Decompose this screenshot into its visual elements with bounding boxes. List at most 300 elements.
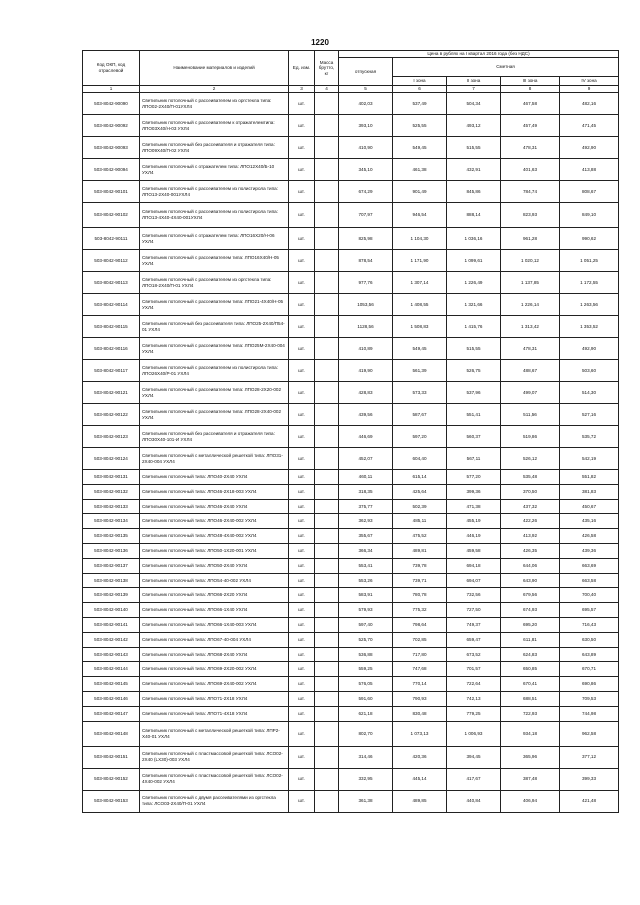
row-unit: шт. xyxy=(289,558,315,573)
row-zone-2-price: 493,12 xyxy=(447,115,501,137)
row-zone-4-price: 663,69 xyxy=(560,558,619,573)
row-name: Светильник потолочный типа: ЛПО46-2Х18-003 УХЛ4 xyxy=(140,484,289,499)
row-code: 503-8042-90152 xyxy=(83,768,140,790)
header-release-price: отпускная xyxy=(339,57,393,85)
row-release-price: 410,89 xyxy=(339,338,393,360)
row-mass xyxy=(315,746,339,768)
row-unit: шт. xyxy=(289,790,315,812)
column-number: 9 xyxy=(560,86,619,93)
row-name: Светильник потолочный с пластмассовой решеткой типа: ЛСО02-4Х40-002 УХЛ4 xyxy=(140,768,289,790)
row-zone-4-price: 377,12 xyxy=(560,746,619,768)
row-zone-3-price: 488,67 xyxy=(501,360,560,382)
row-zone-2-price: 455,19 xyxy=(447,514,501,529)
header-zone-1: I зона xyxy=(393,77,447,86)
row-mass xyxy=(315,470,339,485)
row-zone-2-price: 732,56 xyxy=(447,588,501,603)
row-zone-3-price: 961,28 xyxy=(501,228,560,250)
row-zone-3-price: 478,31 xyxy=(501,137,560,159)
row-release-price: 579,93 xyxy=(339,603,393,618)
row-zone-1-price: 1 073,13 xyxy=(393,721,447,746)
row-zone-3-price: 644,06 xyxy=(501,558,560,573)
row-zone-1-price: 615,14 xyxy=(393,470,447,485)
row-release-price: 428,83 xyxy=(339,382,393,404)
row-mass xyxy=(315,159,339,181)
row-mass xyxy=(315,404,339,426)
row-code: 503-8042-90137 xyxy=(83,558,140,573)
row-release-price: 559,25 xyxy=(339,662,393,677)
row-zone-2-price: 1 226,49 xyxy=(447,272,501,294)
row-zone-3-price: 674,93 xyxy=(501,603,560,618)
row-zone-4-price: 690,86 xyxy=(560,677,619,692)
header-mass: Масса брутто, кг xyxy=(315,51,339,86)
row-name: Светильник потолочный с металлической решеткой типа: ЛПР2-Х40-01 УХЛ4 xyxy=(140,721,289,746)
row-mass xyxy=(315,93,339,115)
row-mass xyxy=(315,768,339,790)
header-code: Код ОКП, код отраслевой xyxy=(83,51,140,86)
row-unit: шт. xyxy=(289,721,315,746)
row-zone-2-price: 537,96 xyxy=(447,382,501,404)
row-mass xyxy=(315,338,339,360)
row-code: 503-8042-90135 xyxy=(83,529,140,544)
row-release-price: 361,38 xyxy=(339,790,393,812)
row-name: Светильник потолочный типа: ЛПО71-2Х18 УХЛ4 xyxy=(140,691,289,706)
row-zone-2-price: 1 415,76 xyxy=(447,316,501,338)
table-row xyxy=(83,647,619,662)
row-mass xyxy=(315,382,339,404)
table-row xyxy=(83,662,619,677)
row-release-price: 597,40 xyxy=(339,617,393,632)
row-zone-1-price: 790,93 xyxy=(393,691,447,706)
table-row xyxy=(83,181,619,203)
row-mass xyxy=(315,790,339,812)
row-zone-2-price: 1 321,66 xyxy=(447,294,501,316)
row-name: Светильник потолочный с пластмассовой решеткой типа: ЛСО02-2Х40 (LХ30)-003 УХЛ4 xyxy=(140,746,289,768)
column-number-row xyxy=(83,86,619,93)
row-zone-2-price: 1 036,16 xyxy=(447,228,501,250)
row-zone-3-price: 478,31 xyxy=(501,338,560,360)
row-zone-3-price: 1 313,42 xyxy=(501,316,560,338)
table-row xyxy=(83,382,619,404)
row-code: 503-8042-90138 xyxy=(83,573,140,588)
row-mass xyxy=(315,181,339,203)
row-name: Светильник потолочный типа: ЛПО66-2Х20 УХЛ4 xyxy=(140,588,289,603)
row-unit: шт. xyxy=(289,470,315,485)
row-zone-1-price: 717,80 xyxy=(393,647,447,662)
row-zone-4-price: 482,16 xyxy=(560,93,619,115)
row-zone-1-price: 597,20 xyxy=(393,426,447,448)
row-zone-4-price: 514,30 xyxy=(560,382,619,404)
row-zone-3-price: 406,94 xyxy=(501,790,560,812)
row-release-price: 553,41 xyxy=(339,558,393,573)
table-row xyxy=(83,499,619,514)
row-zone-1-price: 747,68 xyxy=(393,662,447,677)
row-zone-2-price: 515,55 xyxy=(447,137,501,159)
row-zone-4-price: 990,62 xyxy=(560,228,619,250)
row-unit: шт. xyxy=(289,746,315,768)
row-zone-3-price: 670,41 xyxy=(501,677,560,692)
column-number: 2 xyxy=(140,86,289,93)
row-zone-3-price: 365,96 xyxy=(501,746,560,768)
row-release-price: 583,91 xyxy=(339,588,393,603)
row-zone-2-price: 673,52 xyxy=(447,647,501,662)
row-zone-3-price: 643,90 xyxy=(501,573,560,588)
table-row xyxy=(83,706,619,721)
row-zone-4-price: 849,10 xyxy=(560,203,619,228)
row-unit: шт. xyxy=(289,677,315,692)
row-zone-4-price: 716,43 xyxy=(560,617,619,632)
row-zone-2-price: 515,55 xyxy=(447,338,501,360)
table-row xyxy=(83,790,619,812)
row-code: 503-8042-90115 xyxy=(83,316,140,338)
table-row xyxy=(83,272,619,294)
table-row xyxy=(83,115,619,137)
row-release-price: 332,95 xyxy=(339,768,393,790)
row-zone-4-price: 551,82 xyxy=(560,470,619,485)
row-code: 503-8042-90123 xyxy=(83,426,140,448)
row-zone-2-price: 888,14 xyxy=(447,203,501,228)
row-unit: шт. xyxy=(289,484,315,499)
row-mass xyxy=(315,603,339,618)
row-name: Светильник потолочный с рассеивателем типа: ЛПО16Х40/Н-05 УХЛ4 xyxy=(140,250,289,272)
row-zone-3-price: 1 137,85 xyxy=(501,272,560,294)
row-name: Светильник потолочный без рассеивателя и отражателя типа: ЛПО30Х40-101-И УХЛ4 xyxy=(140,426,289,448)
column-number: 8 xyxy=(501,86,560,93)
row-zone-4-price: 381,83 xyxy=(560,484,619,499)
row-code: 503-8042-90112 xyxy=(83,250,140,272)
row-zone-2-price: 394,45 xyxy=(447,746,501,768)
row-unit: шт. xyxy=(289,250,315,272)
row-zone-4-price: 670,71 xyxy=(560,662,619,677)
row-release-price: 802,70 xyxy=(339,721,393,746)
table-row xyxy=(83,558,619,573)
row-release-price: 446,69 xyxy=(339,426,393,448)
row-unit: шт. xyxy=(289,529,315,544)
row-name: Светильник потолочный без рассеивателя типа: ЛПО25-2Х40/П54-01 УХЛ4 xyxy=(140,316,289,338)
row-zone-2-price: 399,36 xyxy=(447,484,501,499)
row-zone-4-price: 700,40 xyxy=(560,588,619,603)
row-code: 503-8042-90143 xyxy=(83,647,140,662)
row-zone-2-price: 749,37 xyxy=(447,617,501,632)
row-mass xyxy=(315,484,339,499)
price-table xyxy=(82,50,619,813)
row-zone-1-price: 420,36 xyxy=(393,746,447,768)
row-name: Светильник потолочный типа: ЛПО67-40-004 УХЛ4 xyxy=(140,632,289,647)
header-name: Наименование материалов и изделий xyxy=(140,51,289,86)
table-row xyxy=(83,404,619,426)
row-zone-1-price: 587,67 xyxy=(393,404,447,426)
row-unit: шт. xyxy=(289,159,315,181)
table-row xyxy=(83,250,619,272)
row-zone-2-price: 727,50 xyxy=(447,603,501,618)
table-row xyxy=(83,768,619,790)
row-zone-3-price: 413,92 xyxy=(501,529,560,544)
row-zone-4-price: 709,53 xyxy=(560,691,619,706)
row-zone-4-price: 471,45 xyxy=(560,115,619,137)
row-zone-1-price: 425,64 xyxy=(393,484,447,499)
row-release-price: 314,46 xyxy=(339,746,393,768)
table-row xyxy=(83,721,619,746)
header-price-group: Цена в рублях на I квартал 2016 года (без НДС) xyxy=(339,51,619,58)
row-release-price: 410,90 xyxy=(339,137,393,159)
row-code: 503-8042-90133 xyxy=(83,499,140,514)
row-mass xyxy=(315,529,339,544)
row-mass xyxy=(315,448,339,470)
row-release-price: 402,03 xyxy=(339,93,393,115)
row-unit: шт. xyxy=(289,543,315,558)
row-code: 503-8042-90142 xyxy=(83,632,140,647)
row-zone-1-price: 1 104,30 xyxy=(393,228,447,250)
row-name: Светильник потолочный с рассеивателем из оргстекла типа: ЛПО18-2Х40/П-01 УХЛ4 xyxy=(140,272,289,294)
row-zone-1-price: 946,54 xyxy=(393,203,447,228)
row-zone-4-price: 1 263,56 xyxy=(560,294,619,316)
row-zone-3-price: 467,58 xyxy=(501,93,560,115)
table-row xyxy=(83,294,619,316)
row-name: Светильник потолочный типа: ЛПО50-1Х20-001 УХЛ4 xyxy=(140,543,289,558)
row-zone-2-price: 417,67 xyxy=(447,768,501,790)
column-number: 6 xyxy=(393,86,447,93)
row-zone-3-price: 437,32 xyxy=(501,499,560,514)
row-zone-3-price: 526,12 xyxy=(501,448,560,470)
table-row xyxy=(83,159,619,181)
row-zone-1-price: 780,78 xyxy=(393,588,447,603)
row-code: 503-8042-90145 xyxy=(83,677,140,692)
row-name: Светильник потолочный типа: ЛПО46-2Х40-002 УХЛ4 xyxy=(140,514,289,529)
row-name: Светильник потолочный типа: ЛПО40-2Х40 УХЛ4 xyxy=(140,470,289,485)
row-name: Светильник потолочный с рассеивателем типа: ЛПО21-4Х40/Н-05 УХЛ4 xyxy=(140,294,289,316)
row-zone-4-price: 695,57 xyxy=(560,603,619,618)
row-zone-1-price: 702,85 xyxy=(393,632,447,647)
row-mass xyxy=(315,617,339,632)
column-number: 3 xyxy=(289,86,315,93)
row-zone-2-price: 446,19 xyxy=(447,529,501,544)
row-zone-1-price: 770,14 xyxy=(393,677,447,692)
row-name: Светильник потолочный с рассеивателем из полистирола типа: ЛПО13-2Х40-001УХЛ4 xyxy=(140,181,289,203)
row-unit: шт. xyxy=(289,360,315,382)
row-unit: шт. xyxy=(289,662,315,677)
row-name: Светильник потолочный с рассеивателем к отражателемтипа: ЛПО03Х40/Н-03 УХЛ4 xyxy=(140,115,289,137)
table-row xyxy=(83,338,619,360)
row-code: 503-8042-90121 xyxy=(83,382,140,404)
row-zone-2-price: 659,47 xyxy=(447,632,501,647)
row-unit: шт. xyxy=(289,706,315,721)
row-code: 503-8042-90147 xyxy=(83,706,140,721)
row-zone-2-price: 526,75 xyxy=(447,360,501,382)
row-unit: шт. xyxy=(289,448,315,470)
row-name: Светильник потолочный типа: ЛПО66-1Х40-003 УХЛ4 xyxy=(140,617,289,632)
table-row xyxy=(83,603,619,618)
row-name: Светильник потолочный с рассеивателем из оргстекла типа: ЛПО02-2Х40/П-01УХЛ4 xyxy=(140,93,289,115)
row-name: Светильник потолочный типа: ЛПО71-4Х18 УХЛ4 xyxy=(140,706,289,721)
row-release-price: 977,76 xyxy=(339,272,393,294)
row-zone-1-price: 775,32 xyxy=(393,603,447,618)
row-release-price: 1128,56 xyxy=(339,316,393,338)
table-row xyxy=(83,426,619,448)
row-unit: шт. xyxy=(289,426,315,448)
row-release-price: 553,26 xyxy=(339,573,393,588)
row-zone-2-price: 1 099,61 xyxy=(447,250,501,272)
row-release-price: 439,56 xyxy=(339,404,393,426)
row-zone-4-price: 1 172,55 xyxy=(560,272,619,294)
row-zone-3-price: 650,85 xyxy=(501,662,560,677)
row-zone-3-price: 1 020,12 xyxy=(501,250,560,272)
row-unit: шт. xyxy=(289,573,315,588)
row-mass xyxy=(315,677,339,692)
row-release-price: 345,10 xyxy=(339,159,393,181)
row-zone-2-price: 504,34 xyxy=(447,93,501,115)
row-zone-4-price: 421,48 xyxy=(560,790,619,812)
row-zone-1-price: 537,49 xyxy=(393,93,447,115)
row-code: 503-8042-90139 xyxy=(83,588,140,603)
row-zone-4-price: 663,58 xyxy=(560,573,619,588)
row-mass xyxy=(315,203,339,228)
row-code: 503-8042-90141 xyxy=(83,617,140,632)
row-zone-3-price: 934,18 xyxy=(501,721,560,746)
row-code: 503-8042-90092 xyxy=(83,115,140,137)
row-zone-4-price: 535,72 xyxy=(560,426,619,448)
row-zone-3-price: 784,74 xyxy=(501,181,560,203)
row-zone-1-price: 561,39 xyxy=(393,360,447,382)
row-zone-1-price: 739,71 xyxy=(393,573,447,588)
row-zone-3-price: 426,35 xyxy=(501,543,560,558)
row-mass xyxy=(315,316,339,338)
row-zone-3-price: 422,26 xyxy=(501,514,560,529)
row-release-price: 419,90 xyxy=(339,360,393,382)
row-release-price: 452,07 xyxy=(339,448,393,470)
row-zone-3-price: 535,48 xyxy=(501,470,560,485)
row-zone-4-price: 439,36 xyxy=(560,543,619,558)
row-name: Светильник потолочный с отражателем типа: ЛПО16Х20/Н-06 УХЛ4 xyxy=(140,228,289,250)
table-row xyxy=(83,93,619,115)
row-zone-1-price: 604,40 xyxy=(393,448,447,470)
row-code: 503-8042-90153 xyxy=(83,790,140,812)
row-zone-4-price: 492,90 xyxy=(560,338,619,360)
row-code: 503-8042-90090 xyxy=(83,93,140,115)
row-zone-3-price: 695,20 xyxy=(501,617,560,632)
row-zone-1-price: 525,55 xyxy=(393,115,447,137)
row-zone-4-price: 630,50 xyxy=(560,632,619,647)
row-mass xyxy=(315,662,339,677)
row-name: Светильник потолочный типа: ЛПО66-1Х40 УХЛ4 xyxy=(140,603,289,618)
row-zone-1-price: 475,52 xyxy=(393,529,447,544)
row-zone-2-price: 432,91 xyxy=(447,159,501,181)
row-zone-1-price: 1 408,55 xyxy=(393,294,447,316)
row-zone-1-price: 549,45 xyxy=(393,137,447,159)
row-release-price: 318,35 xyxy=(339,484,393,499)
row-name: Светильник потолочный с рассеивателем типа: ЛПО28-2Х20-002 УХЛ4 xyxy=(140,382,289,404)
row-release-price: 355,67 xyxy=(339,529,393,544)
row-zone-4-price: 492,90 xyxy=(560,137,619,159)
table-row xyxy=(83,588,619,603)
row-zone-4-price: 1 353,52 xyxy=(560,316,619,338)
row-code: 503-8042-90111 xyxy=(83,228,140,250)
row-zone-2-price: 701,57 xyxy=(447,662,501,677)
row-zone-3-price: 457,49 xyxy=(501,115,560,137)
row-zone-2-price: 694,07 xyxy=(447,573,501,588)
row-release-price: 393,10 xyxy=(339,115,393,137)
row-name: Светильник потолочный типа: ЛПО69-2Х40-002 УХЛ4 xyxy=(140,677,289,692)
row-unit: шт. xyxy=(289,499,315,514)
row-release-price: 825,98 xyxy=(339,228,393,250)
row-code: 503-8042-90140 xyxy=(83,603,140,618)
column-number: 4 xyxy=(315,86,339,93)
row-zone-1-price: 461,38 xyxy=(393,159,447,181)
row-zone-3-price: 519,86 xyxy=(501,426,560,448)
table-row xyxy=(83,203,619,228)
row-zone-2-price: 440,84 xyxy=(447,790,501,812)
row-zone-1-price: 445,14 xyxy=(393,768,447,790)
row-unit: шт. xyxy=(289,228,315,250)
row-zone-3-price: 499,07 xyxy=(501,382,560,404)
row-name: Светильник потолочный с рассеивателем из полистирола типа: ЛПО26Х40/Р-01 УХЛ4 xyxy=(140,360,289,382)
table-row xyxy=(83,360,619,382)
row-unit: шт. xyxy=(289,588,315,603)
row-zone-4-price: 962,58 xyxy=(560,721,619,746)
row-release-price: 707,97 xyxy=(339,203,393,228)
row-unit: шт. xyxy=(289,181,315,203)
row-unit: шт. xyxy=(289,203,315,228)
table-row xyxy=(83,484,619,499)
row-code: 503-8042-90131 xyxy=(83,470,140,485)
row-zone-2-price: 567,11 xyxy=(447,448,501,470)
row-zone-1-price: 1 508,83 xyxy=(393,316,447,338)
row-zone-4-price: 1 051,25 xyxy=(560,250,619,272)
row-name: Светильник потолочный с металлической решеткой типа: ЛПО31-2Х40-004 УХЛ4 xyxy=(140,448,289,470)
table-row xyxy=(83,543,619,558)
row-zone-1-price: 798,64 xyxy=(393,617,447,632)
row-mass xyxy=(315,294,339,316)
row-zone-3-price: 688,51 xyxy=(501,691,560,706)
header-zone-4: IV зона xyxy=(560,77,619,86)
row-zone-4-price: 399,33 xyxy=(560,768,619,790)
row-name: Светильник потолочный с рассеивателем типа: ЛПО25М-2Х40-004 УХЛ4 xyxy=(140,338,289,360)
row-mass xyxy=(315,632,339,647)
row-name: Светильник потолочный с рассеивателем из полистирола типа: ЛПО13-4Х40-4Х40-001УХЛ4 xyxy=(140,203,289,228)
table-row xyxy=(83,470,619,485)
row-mass xyxy=(315,514,339,529)
table-row xyxy=(83,137,619,159)
row-zone-1-price: 901,49 xyxy=(393,181,447,203)
row-unit: шт. xyxy=(289,404,315,426)
row-zone-2-price: 779,25 xyxy=(447,706,501,721)
row-mass xyxy=(315,573,339,588)
row-zone-1-price: 502,39 xyxy=(393,499,447,514)
column-number: 5 xyxy=(339,86,393,93)
row-name: Светильник потолочный без рассеивателя и отражателя типа: ЛПО09Х40/П-02 УХЛ4 xyxy=(140,137,289,159)
column-number: 7 xyxy=(447,86,501,93)
row-release-price: 362,93 xyxy=(339,514,393,529)
row-zone-2-price: 560,37 xyxy=(447,426,501,448)
row-mass xyxy=(315,115,339,137)
row-code: 503-8042-90151 xyxy=(83,746,140,768)
row-mass xyxy=(315,721,339,746)
row-unit: шт. xyxy=(289,514,315,529)
row-zone-3-price: 679,56 xyxy=(501,588,560,603)
row-zone-4-price: 413,88 xyxy=(560,159,619,181)
row-mass xyxy=(315,588,339,603)
row-code: 503-8042-90132 xyxy=(83,484,140,499)
row-mass xyxy=(315,647,339,662)
row-zone-4-price: 744,98 xyxy=(560,706,619,721)
row-mass xyxy=(315,691,339,706)
row-name: Светильник потолочный с рассеивателем типа: ЛПО28-2Х40-002 УХЛ4 xyxy=(140,404,289,426)
header-unit: Ед. изм. xyxy=(289,51,315,86)
table-row xyxy=(83,632,619,647)
page-number: 1220 xyxy=(311,38,329,47)
row-unit: шт. xyxy=(289,768,315,790)
row-code: 503-8042-90146 xyxy=(83,691,140,706)
row-unit: шт. xyxy=(289,603,315,618)
row-mass xyxy=(315,228,339,250)
